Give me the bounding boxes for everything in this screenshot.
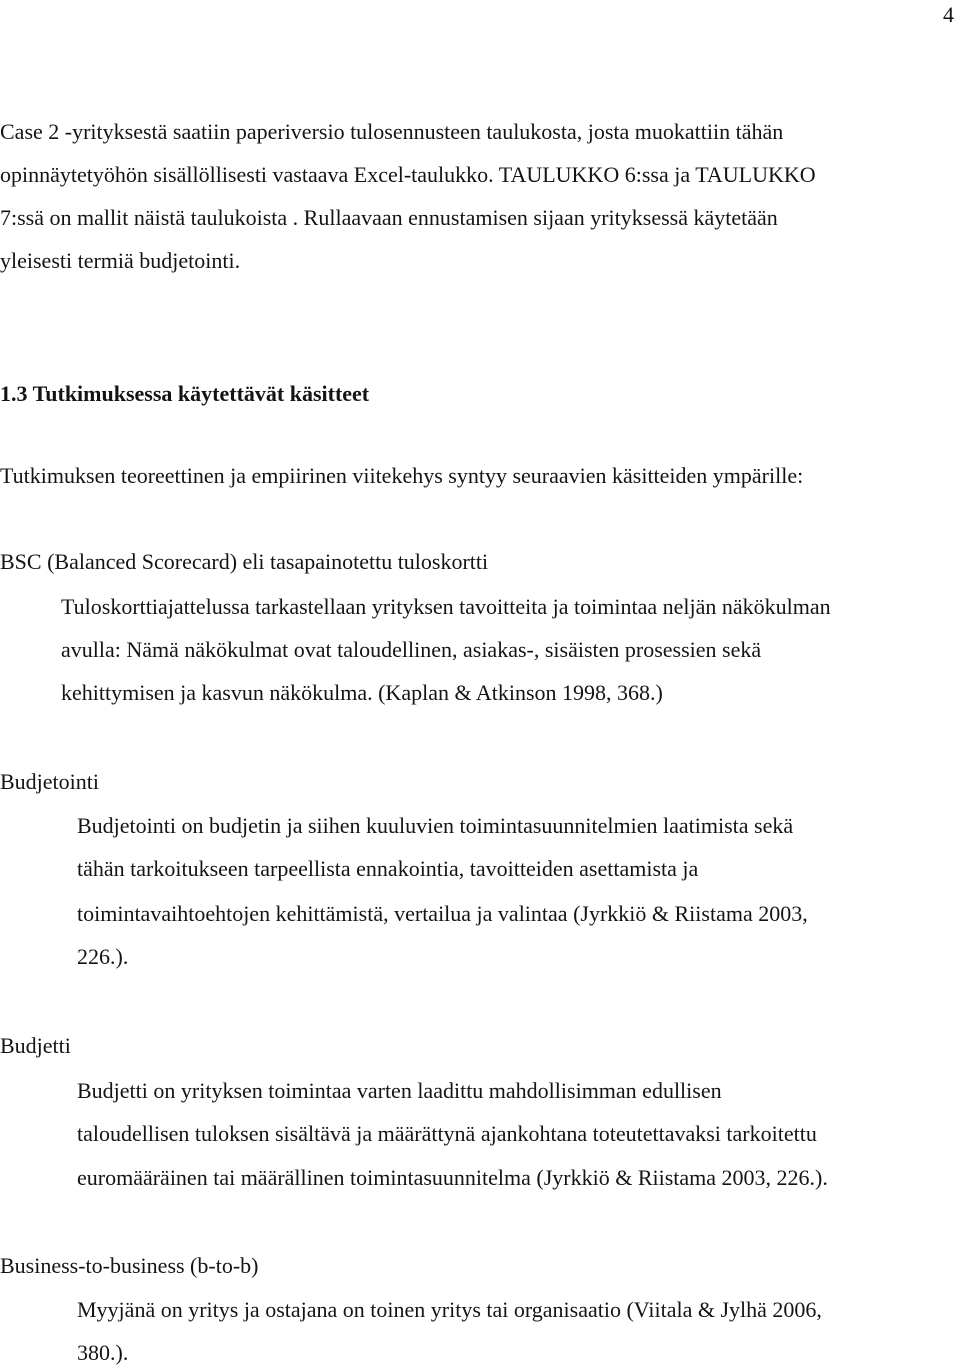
term-definition-line: kehittymisen ja kasvun näkökulma. (Kaplan & Atkinson 1998, 368.): [61, 680, 663, 705]
page-number: 4: [943, 2, 954, 27]
term-definition-line: 380.).: [77, 1340, 129, 1365]
term-definition-line: Budjetointi on budjetin ja siihen kuuluvien toimintasuunnitelmien laatimista sekä: [77, 813, 794, 838]
intro-line: yleisesti termiä budjetointi.: [0, 248, 241, 273]
term-definition-line: euromääräinen tai määrällinen toimintasuunnitelma (Jyrkkiö & Riistama 2003, 226.).: [77, 1165, 828, 1190]
term-definition-line: Budjetti on yrityksen toimintaa varten laadittu mahdollisimman edullisen: [77, 1078, 722, 1103]
section-intro: Tutkimuksen teoreettinen ja empiirinen viitekehys syntyy seuraavien käsitteiden ympärille:: [0, 463, 804, 488]
term-definition-line: tähän tarkoitukseen tarpeellista ennakointia, tavoitteiden asettamista ja: [77, 856, 699, 881]
term-definition-line: Myyjänä on yritys ja ostajana on toinen yritys tai organisaatio (Viitala & Jylhä 2006,: [77, 1297, 822, 1322]
section-heading: 1.3 Tutkimuksessa käytettävät käsitteet: [0, 381, 370, 406]
intro-line: opinnäytetyöhön sisällöllisesti vastaava Excel-taulukko. TAULUKKO 6:ssa ja TAULUKKO: [0, 162, 816, 187]
term-title: Budjetti: [0, 1033, 71, 1058]
intro-line: Case 2 -yrityksestä saatiin paperiversio tulosennusteen taulukosta, josta muokattiin tähän: [0, 119, 784, 144]
term-title: Budjetointi: [0, 769, 99, 794]
term-definition-line: toimintavaihtoehtojen kehittämistä, vertailua ja valintaa (Jyrkkiö & Riistama 2003,: [77, 901, 808, 926]
term-definition-line: Tuloskorttiajattelussa tarkastellaan yrityksen tavoitteita ja toimintaa neljän näkökulman: [61, 594, 831, 619]
term-definition-line: taloudellisen tuloksen sisältävä ja määrättynä ajankohtana toteutettavaksi tarkoitettu: [77, 1121, 817, 1146]
intro-line: 7:ssä on mallit näistä taulukoista . Rullaavaan ennustamisen sijaan yrityksessä käytetään: [0, 205, 778, 230]
term-title: Business-to-business (b-to-b): [0, 1253, 259, 1278]
term-title: BSC (Balanced Scorecard) eli tasapainotettu tuloskortti: [0, 549, 489, 574]
term-definition-line: avulla: Nämä näkökulmat ovat taloudellinen, asiakas-, sisäisten prosessien sekä: [61, 637, 762, 662]
term-definition-line: 226.).: [77, 944, 129, 969]
